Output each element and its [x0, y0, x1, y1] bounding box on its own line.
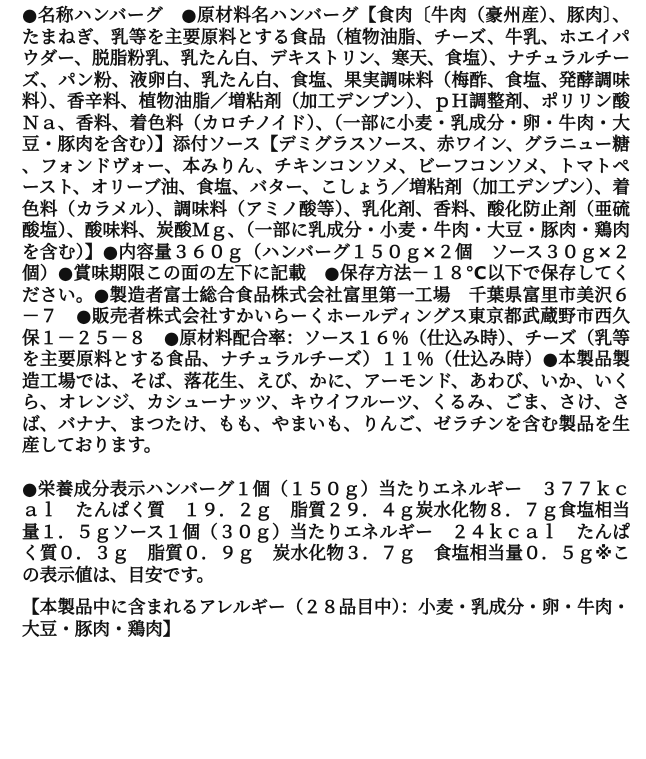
- allergy-text: 【本製品中に含まれるアレルギー（２８品目中）：小麦・乳成分・卵・牛肉・大豆・豚肉・鶏肉】: [22, 598, 630, 640]
- ingredients-text: ●名称ハンバーグ ●原材料名ハンバーグ【食肉〔牛肉（豪州産）、豚肉〕、たまねぎ、乳等を主要原料とする食品（植物油脂、チーズ、牛乳、ホエイパウダー、脱脂粉乳、乳たん白、デキストリン、寒天、食塩）、ナチュラルチーズ、パン粉、液卵白、乳たん白、食塩、果実調味料（梅酢、食塩、発酵調味料）、香辛料、植物油脂／増粘剤（加工デンプン）、ｐＨ調整剤、ポリリン酸Ｎａ、香料、着色料（カロチノイド）、（一部に小麦・乳成分・卵・牛肉・大豆・豚肉を含む）】添付ソース【デミグラスソース、赤ワイン、グラニュー糖、フォンドヴォー、本みりん、チキンコンソメ、ビーフコンソメ、トマトペースト、オリーブ油、食塩、バター、こしょう／増粘剤（加工デンプン）、着色料（カラメル）、調味料（アミノ酸等）、乳化剤、香料、酸化防止剤（亜硫酸塩）、酸味料、炭酸Ｍｇ、（一部に乳成分・小麦・牛肉・大豆・豚肉・鶏肉を含む）】●内容量３６０ｇ（ハンバーグ１５０ｇ×２個 ソース３０ｇ×２個）●賞味期限この面の左下に記載 ●保存方法－１８℃以下で保存してください。●製造者富士総合食品株式会社富里第一工場 千葉県富里市美沢６－７ ●販売者株式会社すかいらーくホールディングス東京都武蔵野市西久保１－２５－８ ●原材料配合率：ソース１６％（仕込み時）、チーズ（乳等を主要原料とする食品、ナチュラルチーズ）１１％（仕込み時）●本製品製造工場では、そば、落花生、えび、かに、アーモンド、あわび、いか、いくら、オレンジ、カシューナッツ、キウイフルーツ、くるみ、ごま、さけ、さば、バナナ、まつたけ、もも、やまいも、りんご、ゼラチンを含む製品を生産しております。: [22, 6, 630, 456]
- nutrition-facts-text: ●栄養成分表示ハンバーグ１個（１５０ｇ）当たりエネルギー ３７７ｋｃａｌ たんぱく質 １９．２ｇ 脂質２９．４ｇ炭水化物８．７ｇ食塩相当量１．５ｇソース１個（３０ｇ）当たりエネルギー ２４ｋｃａｌ たんぱく質０．３ｇ 脂質０．９ｇ 炭水化物３．７ｇ 食塩相当量０．５ｇ※この表示値は、目安です。: [22, 479, 630, 586]
- food-label: [22, 6, 630, 641]
- section-gap: [22, 458, 630, 480]
